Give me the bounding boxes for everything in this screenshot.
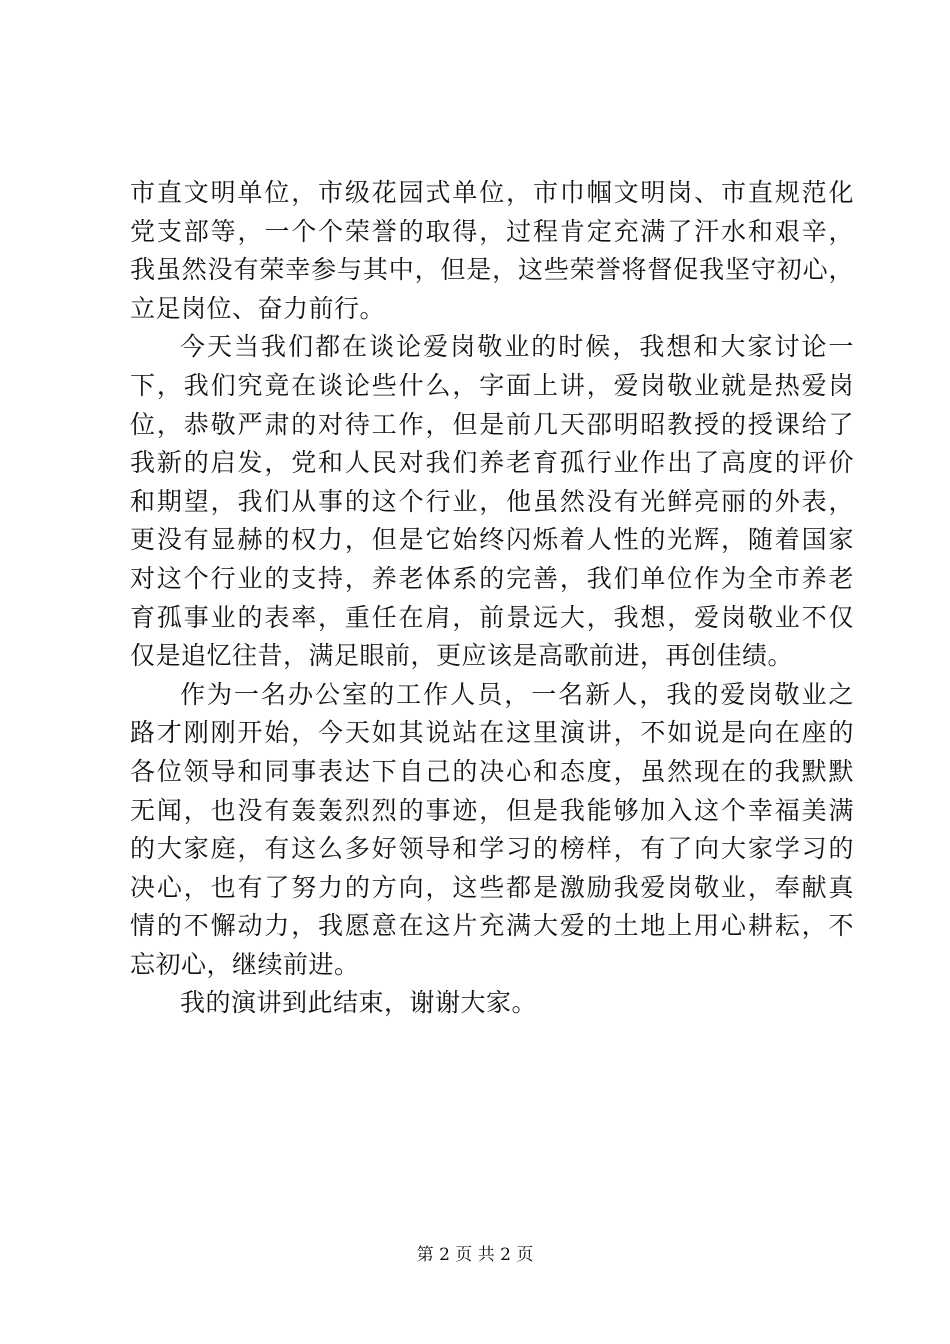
text-line: 无闻，也没有轰轰烈烈的事迹，但是我能够加入这个幸福美满 xyxy=(130,795,854,825)
paragraph xyxy=(130,984,854,1023)
paragraph xyxy=(130,328,854,675)
document-body xyxy=(130,174,854,1023)
text-line: 路才刚刚开始，今天如其说站在这里演讲，不如说是向在座的 xyxy=(130,718,854,748)
text-line: 作为一名办公室的工作人员，一名新人，我的爱岗敬业之 xyxy=(180,679,854,709)
text-line: 对这个行业的支持，养老体系的完善，我们单位作为全市养老 xyxy=(130,563,854,593)
text-line: 决心，也有了努力的方向，这些都是激励我爱岗敬业，奉献真 xyxy=(130,872,854,902)
text-line: 党支部等，一个个荣誉的取得，过程肯定充满了汗水和艰辛， xyxy=(130,216,854,246)
text-line: 今天当我们都在谈论爱岗敬业的时候，我想和大家讨论一 xyxy=(180,332,854,362)
page-footer: 第 2 页 共 2 页 xyxy=(416,1245,534,1265)
text-line: 情的不懈动力，我愿意在这片充满大爱的土地上用心耕耘，不 xyxy=(130,911,854,941)
text-line: 忘初心，继续前进。 xyxy=(130,949,360,979)
text-line: 我新的启发，党和人民对我们养老育孤行业作出了高度的评价 xyxy=(130,448,854,478)
text-line: 我虽然没有荣幸参与其中，但是，这些荣誉将督促我坚守初心， xyxy=(130,255,854,285)
text-line: 我的演讲到此结束，谢谢大家。 xyxy=(180,988,538,1018)
text-line: 下，我们究竟在谈论些什么，字面上讲，爱岗敬业就是热爱岗 xyxy=(130,370,854,400)
text-line: 育孤事业的表率，重任在肩，前景远大，我想，爱岗敬业不仅 xyxy=(130,602,854,632)
text-line: 更没有显赫的权力，但是它始终闪烁着人性的光辉，随着国家 xyxy=(130,525,854,555)
paragraph xyxy=(130,676,854,985)
text-line: 各位领导和同事表达下自己的决心和态度，虽然现在的我默默 xyxy=(130,756,854,786)
text-line: 市直文明单位，市级花园式单位，市巾帼文明岗、市直规范化 xyxy=(130,178,854,207)
text-line: 和期望，我们从事的这个行业，他虽然没有光鲜亮丽的外表， xyxy=(130,486,854,516)
paragraph xyxy=(130,174,854,328)
text-line: 仅是追忆往昔，满足眼前，更应该是高歌前进，再创佳绩。 xyxy=(130,641,794,671)
text-line: 的大家庭，有这么多好领导和学习的榜样，有了向大家学习的 xyxy=(130,834,854,864)
text-line: 位，恭敬严肃的对待工作，但是前几天邵明昭教授的授课给了 xyxy=(130,409,854,439)
text-line: 立足岗位、奋力前行。 xyxy=(130,293,386,323)
